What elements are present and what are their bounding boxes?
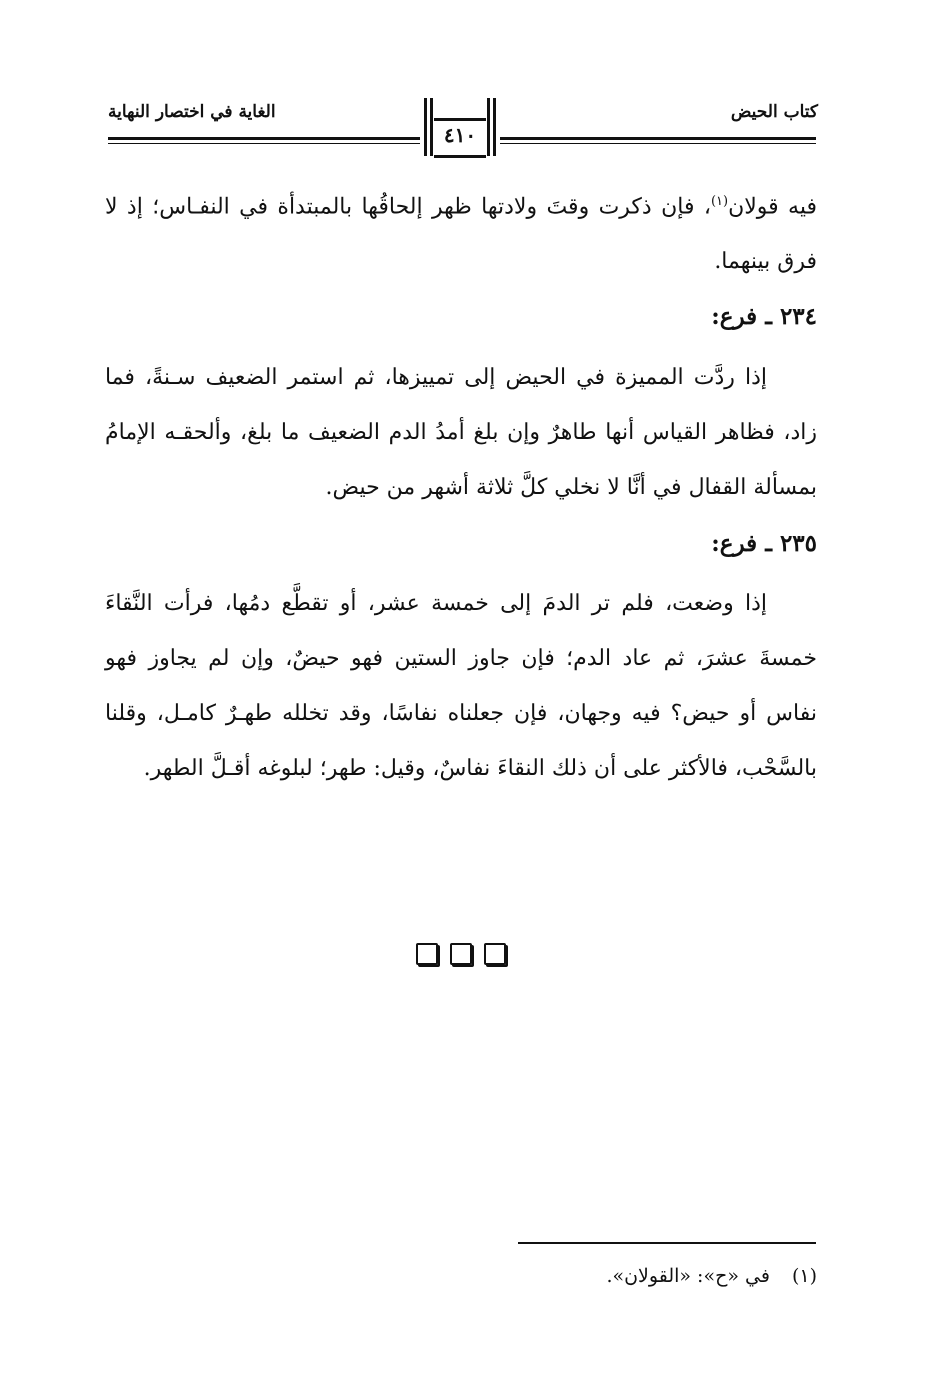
frame-bar — [487, 98, 490, 156]
footnote-number: (١) — [791, 1265, 817, 1287]
footnote — [606, 1265, 817, 1287]
footnote-separator — [518, 1242, 816, 1244]
footnote-text: في «ح»: «القولان». — [606, 1265, 770, 1287]
branch-heading-235: ٢٣٥ ـ فرع: — [711, 530, 817, 557]
paragraph-1-start: فيه قولان — [728, 194, 818, 220]
square-ornament-icon — [416, 943, 438, 965]
branch-heading-234: ٢٣٤ ـ فرع: — [711, 303, 817, 330]
frame-bar — [424, 98, 427, 156]
chapter-title: كتاب الحيض — [730, 102, 818, 122]
frame-bar — [493, 98, 496, 156]
book-title: الغاية في اختصار النهاية — [108, 102, 276, 122]
paragraph-3: إذا وضعت، فلم تر الدمَ إلى خمسة عشر، أو تقطَّع دمُها، فرأت النَّقاءَ خمسةَ عشرَ، ثم عاد الدم؛ فإن جاوز الستين فهو حيضٌ، وإن لم يجاوز فهو نفاس أو حيض؟ فيه وجهان، فإن جعلناه نفاسًا، وقد تخلله طهـرٌ كامـل، وقلنا بالسَّحْب، فالأكثر على أن ذلك النقاءَ نفاسٌ، وقيل: طهر؛ لبلوغه أقـلَّ الطهر. — [105, 591, 817, 781]
square-ornament-icon — [484, 943, 506, 965]
paragraph-1 — [105, 174, 817, 289]
page-number: ٤١٠ — [434, 118, 486, 158]
paragraph-2: إذا ردَّت المميزة في الحيض إلى تمييزها، ثم استمر الضعيف سـنةً، فما زاد، فظاهر القياس أنها طاهرٌ وإن بلغ أمدُ الدم الضعيف ما بلغ، وألحقـه الإمامُ بمسألة القفال في أنَّا لا نخلي كلَّ ثلاثة أشهر من حيض. — [105, 365, 817, 500]
section-end-ornament — [416, 943, 516, 967]
paragraph-1-rest: ، فإن ذكرت وقتَ ولادتها ظهر إلحاقُها بالمبتدأة في النفـاس؛ إذ لا فرق بينهما. — [105, 194, 817, 275]
page-number-frame — [420, 98, 500, 156]
frame-bar — [430, 98, 433, 156]
footnote-marker: (١) — [710, 194, 729, 209]
square-ornament-icon — [450, 943, 472, 965]
